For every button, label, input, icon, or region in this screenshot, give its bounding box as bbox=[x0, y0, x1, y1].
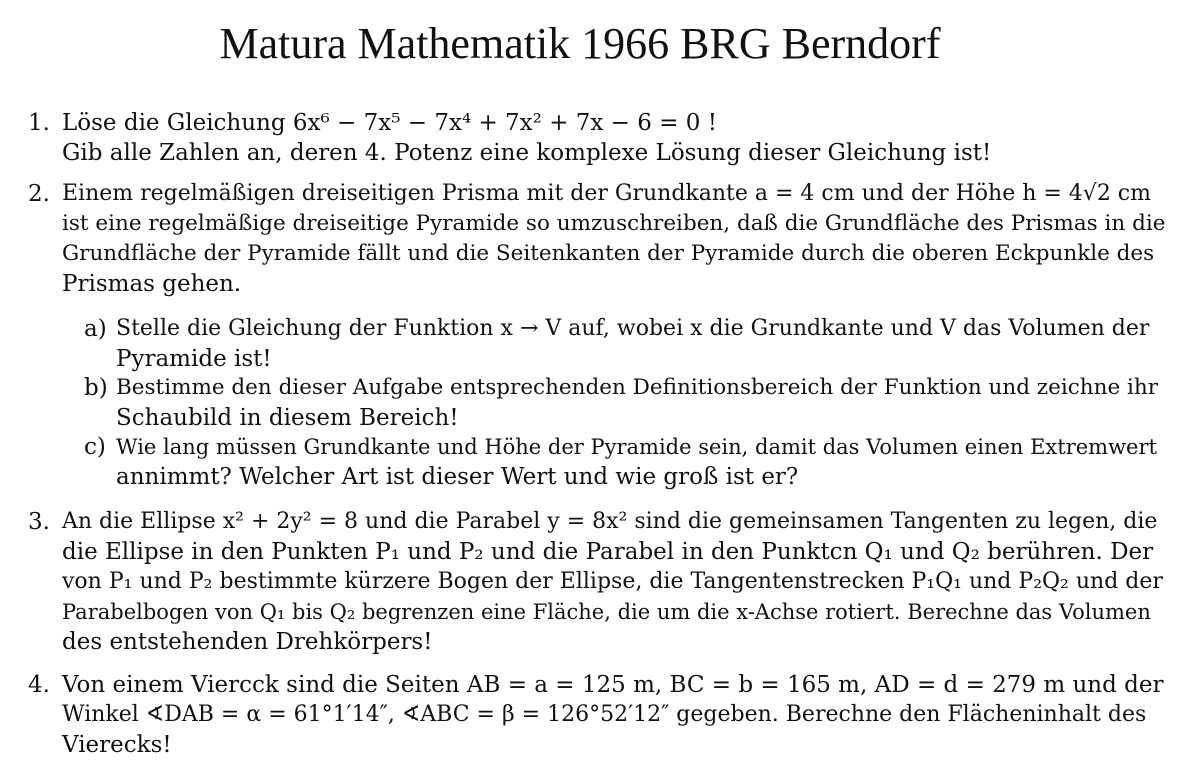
problem-text bbox=[62, 108, 1166, 168]
subpart-a bbox=[84, 314, 1166, 374]
text-line: Von einem Vierсck sind die Seiten AB = a = 125 m, BC = b = 165 m, AD = d = 279 m und der bbox=[62, 672, 1164, 698]
problem-3 bbox=[28, 507, 1166, 657]
subpart-b bbox=[84, 373, 1166, 433]
text-line: des entstehenden Drehkörpers! bbox=[62, 629, 433, 655]
subpart-text bbox=[116, 314, 1166, 374]
text-line: Wie lang müssen Grundkante und Höhe der Pyramide sein, damit das Volumen einen Extremwert bbox=[116, 435, 1157, 459]
subpart-text bbox=[116, 432, 1166, 492]
problem-number: 1. bbox=[28, 110, 50, 136]
problem-number: 3. bbox=[28, 509, 50, 535]
document-title: Matura Mathematik 1966 BRG Berndorf bbox=[219, 19, 941, 68]
problem-text bbox=[62, 179, 1166, 299]
text-line: Parabelbogen von Q₁ bis Q₂ begrenzen eine Fläche, die um die x-Achse rotiert. Berechne das Volumen bbox=[62, 600, 1151, 624]
problem-number: 4. bbox=[28, 672, 50, 698]
problem-2 bbox=[28, 179, 1166, 299]
subpart-text bbox=[116, 373, 1166, 433]
text-line: von P₁ und P₂ bestimmte kürzere Bogen der Ellipse, die Tangentenstrecken P₁Q₁ und P₂Q₂ und der bbox=[62, 569, 1163, 594]
problem-4 bbox=[28, 670, 1166, 760]
text-line: Einem regelmäßigen dreiseitigen Prisma mit der Grundkante a = 4 cm und der Höhe h = 4√2 cm bbox=[62, 181, 1151, 206]
subpart-label: c) bbox=[84, 434, 106, 460]
text-line: Bestimme den dieser Aufgabe entsprechenden Definitionsbereich der Funktion und zeichne ihr bbox=[116, 375, 1159, 400]
problem-number: 2. bbox=[28, 181, 50, 207]
subpart-label: b) bbox=[84, 375, 108, 401]
text-line: Gib alle Zahlen an, deren 4. Potenz eine komplexe Lösung dieser Gleichung ist! bbox=[62, 140, 992, 166]
text-line: Schaubild in diesem Bereich! bbox=[116, 405, 459, 431]
text-line: Löse die Gleichung 6x⁶ − 7x⁵ − 7x⁴ + 7x² + 7x − 6 = 0 ! bbox=[62, 110, 717, 136]
text-line: Grundfläche der Pyramide fällt und die Seitenkanten der Pyramide durch die oberen Eckpunkle des bbox=[62, 241, 1155, 266]
text-line: Vierecks! bbox=[62, 732, 172, 758]
subpart-c bbox=[84, 432, 1166, 492]
problem-1 bbox=[28, 108, 1166, 168]
text-line: die Ellipse in den Punkten P₁ und P₂ und die Parabel in den Punktcn Q₁ und Q₂ berühren. Der bbox=[62, 539, 1154, 565]
text-line: Prismas gehen. bbox=[62, 271, 242, 297]
problem-text bbox=[62, 507, 1166, 657]
problem-text bbox=[62, 670, 1166, 760]
text-line: annimmt? Welcher Art ist dieser Wert und wie groß ist er? bbox=[116, 464, 799, 490]
text-line: An die Ellipse x² + 2y² = 8 und die Parabel y = 8x² sind die gemeinsamen Tangenten zu legen, die bbox=[62, 509, 1158, 534]
text-line: Stelle die Gleichung der Funktion x → V auf, wobei x die Grundkante und V das Volumen der bbox=[116, 316, 1150, 341]
text-line: Winkel ∢DAB = α = 61°1′14″, ∢ABC = β = 126°52′12″ gegeben. Berechne den Flächeninhalt des bbox=[62, 702, 1147, 727]
text-line: Pyramide ist! bbox=[116, 346, 272, 372]
text-line: ist eine regelmäßige dreiseitige Pyramide so umzuschreiben, daß die Grundfläche des Prismas in die bbox=[62, 211, 1166, 236]
subpart-label: a) bbox=[84, 316, 107, 342]
